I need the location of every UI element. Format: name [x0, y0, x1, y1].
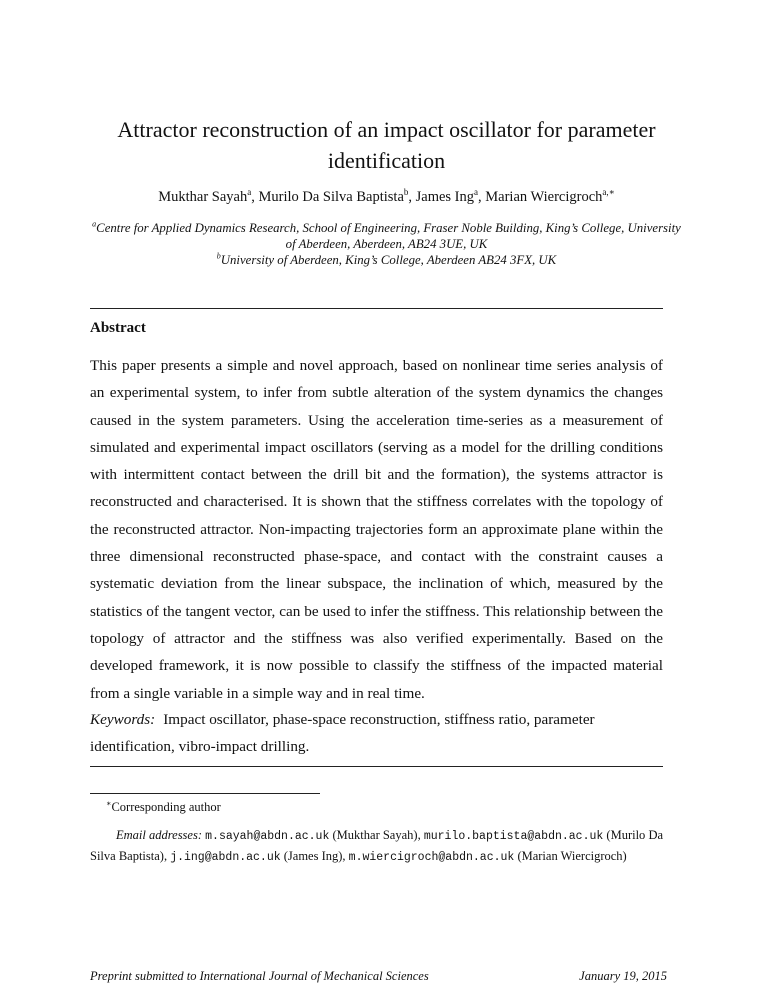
email-owner: (Marian Wiercigroch): [517, 848, 627, 863]
author-separator: ,: [478, 189, 486, 205]
email-owner: (Mukthar Sayah): [332, 828, 418, 842]
affiliation-text: University of Aberdeen, King’s College, Aberdeen AB24 3FX, UK: [220, 253, 557, 267]
author-affil-mark: a: [474, 187, 479, 198]
affiliation-b: [90, 252, 683, 268]
keywords-text: Impact oscillator, phase-space reconstruction, stiffness ratio, parameter identification, vibro-impact drilling.: [90, 711, 595, 756]
corresponding-text: Corresponding author: [111, 800, 221, 815]
author-affil-mark: b: [403, 187, 409, 198]
email-label: Email addresses:: [116, 828, 202, 842]
affiliations: [90, 220, 683, 268]
email-link[interactable]: murilo.baptista@abdn.ac.uk: [423, 830, 604, 843]
email-separator: ,: [163, 848, 171, 863]
author-separator: ,: [408, 189, 416, 205]
email-owner: (Murilo Da Silva Baptista): [90, 828, 664, 863]
author-name: Marian Wiercigroch: [485, 189, 603, 205]
email-separator: ,: [417, 828, 424, 842]
abstract-bottom-rule: [90, 766, 663, 767]
footer-date: January 19, 2015: [579, 969, 667, 983]
email-link[interactable]: m.wiercigroch@abdn.ac.uk: [348, 850, 515, 864]
footer-journal: Preprint submitted to International Journal of Mechanical Sciences: [90, 969, 429, 983]
paper-title: Attractor reconstruction of an impact oscillator for parameter identification: [117, 117, 656, 173]
author-affil-mark: a,∗: [602, 187, 615, 198]
keywords: [90, 706, 663, 761]
author-name: Murilo Da Silva Baptista: [258, 189, 404, 205]
keywords-label: Keywords:: [90, 711, 156, 728]
corresponding-author-note: [106, 796, 221, 815]
abstract-heading: Abstract: [90, 320, 146, 336]
affiliation-a: [90, 220, 683, 252]
email-link[interactable]: j.ing@abdn.ac.uk: [170, 850, 281, 864]
footnote-rule: [90, 793, 320, 794]
author-name: James Ing: [415, 189, 475, 205]
email-link[interactable]: m.sayah@abdn.ac.uk: [205, 830, 330, 843]
affiliation-mark: a: [92, 219, 97, 229]
abstract-text: This paper presents a simple and novel approach, based on nonlinear time series analysis of an experimental system, to infer from subtle alteration of the system dynamics the changes caused in the system parameters. Using the acceleration time-series as a measurement of simulated and experimental impact oscillators (serving as a model for the drilling conditions with intermittent contact between the drill bit and the formation), the systems attractor is reconstructed and characterised. It is shown that the stiffness correlates with the topology of the reconstructed attractor. Non-impacting trajectories form an approximate plane within the three dimensional reconstructed phase-space, and contact with the constraint causes a systematic deviation from the linear subspace, the inclination of which, measured by the statistics of the tangent vector, can be used to infer the stiffness. This relationship between the topology of attractor and the stiffness was also verified experimentally. Based on the developed framework, it is now possible to classify the stiffness of the impacted material from a single variable in a simple way and in real time.: [90, 357, 663, 702]
author-affil-mark: a: [247, 187, 252, 198]
author-list: [0, 188, 773, 206]
email-footnote: [90, 826, 663, 867]
abstract-top-rule: [90, 308, 663, 309]
footnote-mark: ∗: [106, 799, 112, 808]
affiliation-mark: b: [216, 251, 221, 261]
email-separator: ,: [342, 848, 349, 863]
email-owner: (James Ing): [283, 848, 343, 863]
affiliation-text: Centre for Applied Dynamics Research, School of Engineering, Fraser Noble Building, King’s College, University of Aberdeen, Aberdeen, AB24 3UE, UK: [96, 221, 681, 251]
author-separator: ,: [251, 189, 259, 205]
author-name: Mukthar Sayah: [158, 189, 248, 205]
